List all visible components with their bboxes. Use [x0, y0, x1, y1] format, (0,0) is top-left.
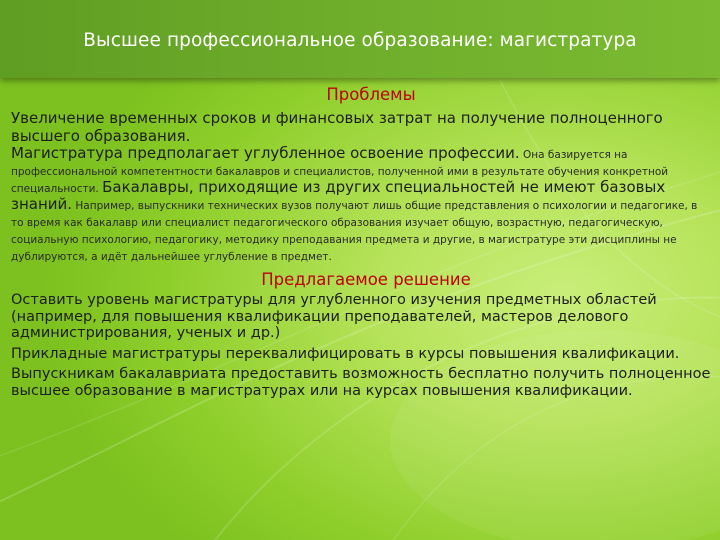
solution-item-3: Выпускникам бакалавриата предоставить возможность бесплатно получить полноценное высшее образование в магистратурах или на курсах повышения квалификации.: [11, 366, 711, 399]
problem-2-detail-2: Например, выпускники технических вузов получают лишь общие представления о психологии и педагогике, в то время как бакалавр или специалист педагогического образования изучает общую, возрастную, педагогическую, социальную психологию, педагогику, методику преподавания предмета и другие, в магистратуре эти дисциплины не дублируются, а идёт дальнейшее углубление в предмет.: [11, 200, 698, 263]
problem-2-lead: Магистратура предполагает углубленное освоение профессии.: [11, 144, 520, 162]
slide-title: Высшее профессиональное образование: магистратура: [83, 30, 637, 51]
slide-content: [11, 80, 711, 403]
solution-item-1: Оставить уровень магистратуры для углубленного изучения предметных областей (например, для повышения квалификации преподавателей, мастеров делового администрирования, ученых и др.): [11, 292, 657, 341]
problems-heading: Проблемы: [326, 85, 416, 104]
problem-2-lead-2: Бакалавры, приходящие из других специальностей не имеют базовых знаний.: [11, 178, 666, 213]
title-bar: [0, 0, 720, 78]
solution-heading: Предлагаемое решение: [261, 270, 471, 289]
problem-paragraph-1: Увеличение временных сроков и финансовых затрат на получение полноценного высшего образования.: [11, 109, 663, 145]
solution-item-2: Прикладные магистратуры переквалифицировать в курсы повышения квалификации.: [11, 345, 680, 362]
problem-paragraph-2: [11, 145, 711, 264]
problem-2-detail: Она базируется на профессиональной компетентности бакалавров и специалистов, полученной ими в результате обучения конкретной специальности.: [11, 149, 669, 195]
